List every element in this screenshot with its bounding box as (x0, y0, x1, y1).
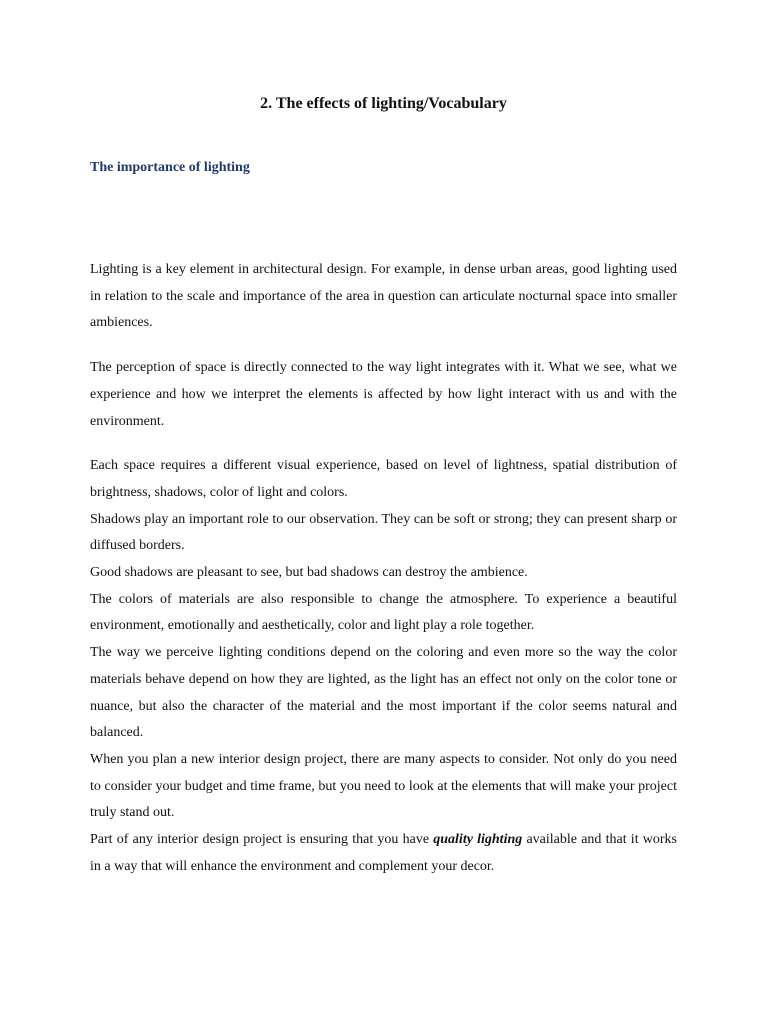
page-title: 2. The effects of lighting/Vocabulary (260, 95, 507, 112)
paragraph-8: When you plan a new interior design project, there are many aspects to consider. Not only do you need to consider your budget and time frame, but you need to look at the elements that will make your project truly stand out. (90, 751, 677, 821)
paragraph-7: The way we perceive lighting conditions depend on the coloring and even more so the way the color materials behave depend on how they are lighted, as the light has an effect not only on the color tone or nuance, but also the character of the material and the most important if the color seems natural and balanced. (90, 645, 677, 741)
paragraph-6: The colors of materials are also responsible to change the atmosphere. To experience a beautiful environment, emotionally and aesthetically, color and light play a role together. (90, 591, 677, 634)
quality-lighting-emphasis: quality lighting (433, 832, 523, 848)
paragraph-1: Lighting is a key element in architectural design. For example, in dense urban areas, good lighting used in relation to the scale and importance of the area in question can articulate nocturnal space into smaller ambiences. (90, 262, 677, 331)
paragraph-9 (90, 827, 677, 880)
paragraph-2: The perception of space is directly connected to the way light integrates with it. What we see, what we experience and how we interpret the elements is affected by how light interact with us and with the environment. (90, 360, 677, 429)
paragraph-9-before: Part of any interior design project is ensuring that you have (90, 832, 434, 848)
paragraph-5: Good shadows are pleasant to see, but bad shadows can destroy the ambience. (90, 565, 528, 581)
paragraph-9-after: available and that it works in a way that will enhance the environment and complement your decor. (90, 832, 678, 874)
section-heading: The importance of lighting (90, 160, 250, 175)
body-text (90, 257, 677, 880)
paragraph-4: Shadows play an important role to our observation. They can be soft or strong; they can present sharp or diffused borders. (90, 511, 677, 554)
paragraph-3: Each space requires a different visual experience, based on level of lightness, spatial distribution of brightness, shadows, color of light and colors. (90, 458, 677, 500)
